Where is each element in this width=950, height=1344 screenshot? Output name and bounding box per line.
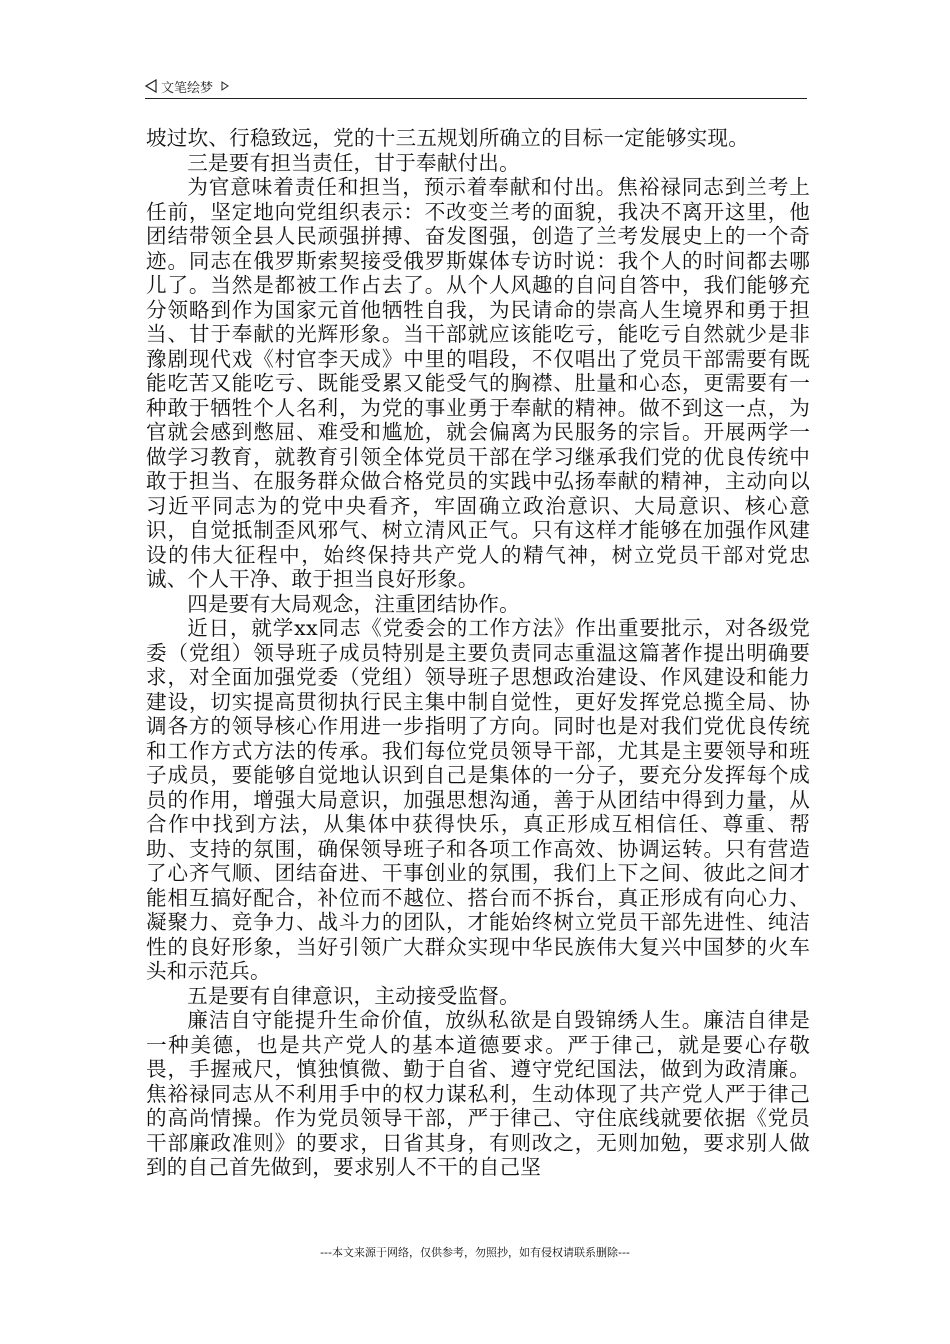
section-heading: 三是要有担当责任，甘于奉献付出。 [187,150,520,175]
paragraph: 廉洁自守能提升生命价值，放纵私欲是自毁锦绣人生。廉洁自律是一种美德，也是共产党人的基本道德要求。严于律己，就是要心存敬畏，手握戒尺，慎独慎微、勤于自省、遵守党纪国法，做到为政清廉。焦裕禄同志从不利用手中的权力谋私利，生动体现了共产党人严于律己的高尚情操。作为党员领导干部，严于律己、守住底线就要依据《党员干部廉政准则》的要求，日省其身，有则改之，无则加勉，要求别人做到的自己首先做到，要求别人不干的自己坚 [146,1008,810,1179]
paragraph: 近日，就学xx同志《党委会的工作方法》作出重要批示，对各级党委（党组）领导班子成员特别是主要负责同志重温这篇著作提出明确要求，对全面加强党委（党组）领导班子思想政治建设、作风建设和能力建设，切实提高贯彻执行民主集中制自觉性，更好发挥党总揽全局、协调各方的领导核心作用进一步指明了方向。同时也是对我们党优良传统和工作方式方法的传承。我们每位党员领导干部，尤其是主要领导和班子成员，要能够自觉地认识到自己是集体的一分子，要充分发挥每个成员的作用，增强大局意识，加强思想沟通，善于从团结中得到力量，从合作中找到方法，从集体中获得快乐，真正形成互相信任、尊重、帮助、支持的氛围，确保领导班子和各项工作高效、协调运转。只有营造了心齐气顺、团结奋进、干事创业的氛围，我们上下之间、彼此之间才能相互搞好配合，补位而不越位、搭台而不拆台，真正形成有向心力、凝聚力、竞争力、战斗力的团队，才能始终树立党员干部先进性、纯洁性的良好形象，当好引领广大群众实现中华民族伟大复兴中国梦的火车头和示范兵。 [146,616,810,983]
document-body [146,126,810,1180]
section-heading: 五是要有自律意识，主动接受监督。 [187,983,520,1008]
page-header [145,74,807,99]
header-title: 文笔绘梦 [161,80,214,96]
footer-notice: ---本文来源于网络，仅供参考，勿照抄，如有侵权请联系删除--- [320,1246,630,1259]
right-triangle-icon [221,81,229,91]
section-heading: 四是要有大局观念，注重团结协作。 [187,591,520,616]
left-triangle-icon [145,79,157,93]
paragraph: 为官意味着责任和担当，预示着奉献和付出。焦裕禄同志到兰考上任前，坚定地向党组织表示：不改变兰考的面貌，我决不离开这里，他团结带领全县人民顽强拼搏、奋发图强，创造了兰考发展史上的一个奇迹。同志在俄罗斯索契接受俄罗斯媒体专访时说：我个人的时间都去哪儿了。当然是都被工作占去了。从个人风趣的自问自答中，我们能够充分领略到作为国家元首他牺牲自我，为民请命的崇高人生境界和勇于担当、甘于奉献的光辉形象。当干部就应该能吃亏，能吃亏自然就少是非豫剧现代戏《村官李天成》中里的唱段，不仅唱出了党员干部需要有既能吃苦又能吃亏、既能受累又能受气的胸襟、肚量和心态，更需要有一种敢于牺牲个人名利，为党的事业勇于奉献的精神。做不到这一点，为官就会感到憋屈、难受和尴尬，就会偏离为民服务的宗旨。开展两学一做学习教育，就教育引领全体党员干部在学习继承我们党的优良传统中敢于担当、在服务群众做合格党员的实践中弘扬奉献的精神，主动向以习近平同志为的党中央看齐，牢固确立政治意识、大局意识、核心意识，自觉抵制歪风邪气、树立清风正气。只有这样才能够在加强作风建设的伟大征程中，始终保持共产党人的精气神，树立党员干部对党忠诚、个人干净、敢于担当良好形象。 [146,175,810,591]
paragraph: 坡过坎、行稳致远，党的十三五规划所确立的目标一定能够实现。 [146,126,750,150]
